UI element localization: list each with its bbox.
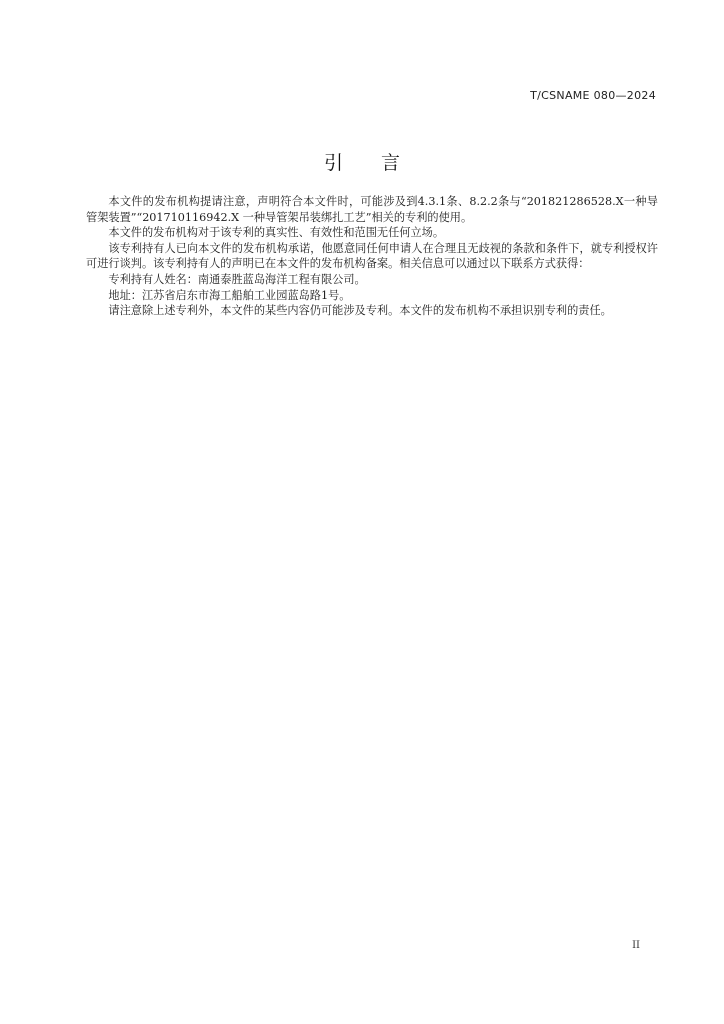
paragraph-holder-commitment: 该专利持有人已向本文件的发布机构承诺，他愿意同任何申请人在合理且无歧视的条款和条件下，就专利授权许可进行谈判。该专利持有人的声明已在本文件的发布机构备案。相关信息可以通过以下联系方式获得： — [86, 241, 658, 271]
paragraph-address: 地址：江苏省启东市海工船舶工业园蓝岛路1号。 — [108, 288, 351, 302]
paragraph-no-position: 本文件的发布机构对于该专利的真实性、有效性和范围无任何立场。 — [108, 226, 445, 240]
introduction-body — [86, 194, 658, 319]
standard-code: T/CSNAME 080—2024 — [530, 89, 656, 102]
paragraph-holder-name: 专利持有人姓名：南通泰胜蓝岛海洋工程有限公司。 — [108, 272, 366, 286]
page-title: 引言 — [323, 152, 438, 174]
page-number: II — [632, 940, 640, 951]
paragraph-disclaimer: 请注意除上述专利外，本文件的某些内容仍可能涉及专利。本文件的发布机构不承担识别专利的责任。 — [108, 304, 612, 318]
paragraph-patent-notice: 本文件的发布机构提请注意，声明符合本文件时，可能涉及到4.3.1条、8.2.2条与“201821286528.X一种导管架装置”“201710116942.X 一种导管架吊装绑扎工艺”相关的专利的使用。 — [86, 195, 658, 224]
